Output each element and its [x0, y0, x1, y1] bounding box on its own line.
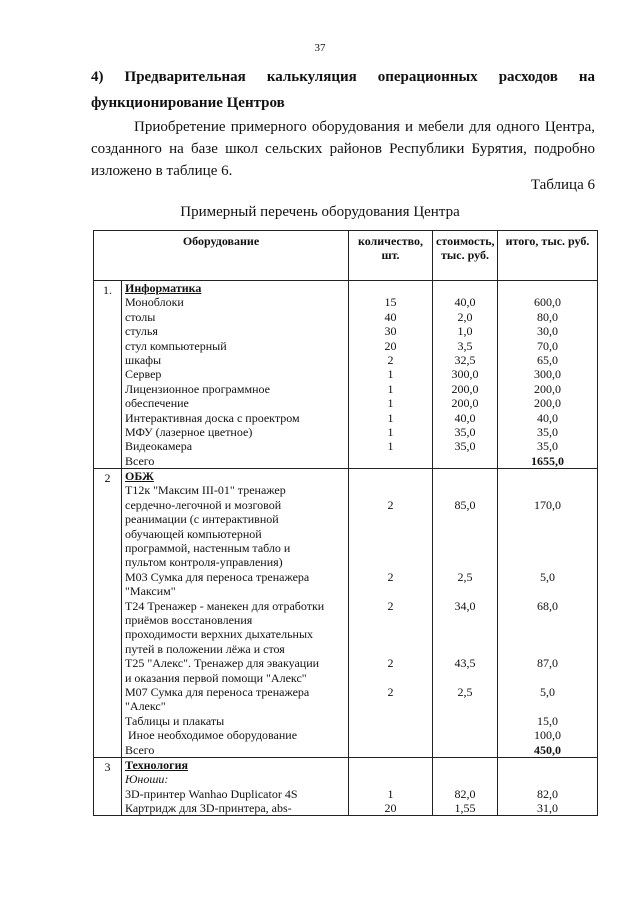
item-qty: 2 [387, 497, 394, 512]
item-total: 200,0 [534, 381, 561, 396]
item-name: Интерактивная доска с проектром [125, 410, 300, 425]
item-name: МФУ (лазерное цветное) [125, 424, 253, 439]
item-total: 450,0 [534, 742, 561, 757]
item-name: "Алекс" [125, 699, 166, 714]
total-cell [498, 469, 598, 758]
qty-spacer [352, 281, 429, 295]
item-price: 43,5 [454, 656, 476, 671]
item-price [436, 642, 494, 656]
item-total: 35,0 [537, 439, 558, 454]
item-total: 30,0 [537, 324, 558, 339]
item-qty: 2 [387, 598, 394, 613]
item-qty: 20 [384, 338, 397, 353]
header-price: стоимость, тыс. руб. [433, 231, 498, 281]
table-row [94, 281, 598, 469]
item-name: обучающей компьютерной [125, 526, 262, 541]
item-qty [352, 541, 429, 555]
item-total: 15,0 [537, 713, 558, 728]
total-spacer [501, 469, 594, 483]
item-price [436, 728, 494, 742]
item-price: 2,5 [457, 569, 473, 584]
item-qty [352, 454, 429, 468]
item-qty [352, 627, 429, 641]
paragraph-line-3: изложено в таблице 6. [91, 163, 233, 179]
item-name: Иное необходимое оборудование [125, 728, 298, 743]
item-qty: 2 [387, 684, 394, 699]
item-price: 2,5 [457, 684, 473, 699]
item-price: 34,0 [454, 598, 476, 613]
section-title: Технология [125, 757, 188, 772]
item-total: 68,0 [537, 598, 558, 613]
item-name: М03 Сумка для переноса тренажера [125, 569, 310, 584]
item-qty: 1 [387, 786, 394, 801]
item-name: Т25 "Алекс". Тренажер для эвакуации [125, 656, 320, 671]
item-qty: 40 [384, 309, 397, 324]
item-qty [352, 584, 429, 598]
item-name: Картридж для 3D-принтера, abs- [125, 801, 292, 816]
item-name: пультом контроля-управления) [125, 555, 283, 570]
item-price [436, 613, 494, 627]
item-total: 100,0 [534, 728, 561, 743]
qty-cell [349, 469, 433, 758]
price-cell [433, 469, 498, 758]
header-total: итого, тыс. руб. [498, 231, 598, 281]
item-price: 1,0 [457, 324, 473, 339]
section-number: 2 [94, 469, 122, 758]
item-total: 70,0 [537, 338, 558, 353]
heading-line-1: 4) Предварительная калькуляция операционных расходов на [91, 69, 595, 85]
section-title: Информатика [125, 281, 202, 295]
item-price: 35,0 [454, 439, 476, 454]
intro-paragraph [91, 116, 595, 182]
item-qty: 20 [384, 801, 397, 816]
item-name: "Максим" [125, 584, 176, 599]
item-price [436, 584, 494, 598]
item-total [501, 699, 594, 713]
item-price: 200,0 [451, 396, 479, 411]
items-cell [122, 469, 349, 758]
item-price [436, 555, 494, 569]
item-qty [352, 613, 429, 627]
price-spacer [436, 469, 494, 483]
item-price [436, 527, 494, 541]
item-qty: 2 [387, 656, 394, 671]
item-name: приёмов восстановления [125, 612, 253, 627]
item-qty [352, 642, 429, 656]
item-name: стул компьютерный [125, 338, 227, 353]
item-name: путей в положении лёжа и стоя [125, 641, 285, 656]
item-total: 5,0 [540, 569, 555, 584]
item-price: 40,0 [454, 295, 476, 310]
item-price: 300,0 [451, 367, 479, 382]
equipment-table [93, 230, 598, 816]
item-total [501, 584, 594, 598]
item-name: Таблицы и плакаты [125, 713, 225, 728]
item-qty [352, 512, 429, 526]
item-total: 82,0 [537, 786, 558, 801]
item-price [436, 671, 494, 685]
price-spacer [436, 758, 494, 772]
item-qty: 1 [387, 381, 394, 396]
item-total: 40,0 [537, 410, 558, 425]
item-qty [352, 483, 429, 497]
item-name: Всего [125, 742, 155, 757]
qty-spacer [352, 758, 429, 772]
item-qty [352, 527, 429, 541]
item-total [501, 642, 594, 656]
item-total [501, 555, 594, 569]
item-price [436, 512, 494, 526]
section-title: ОБЖ [125, 469, 154, 484]
item-total [501, 483, 594, 497]
section-number: 3 [94, 757, 122, 816]
item-price [436, 699, 494, 713]
heading-line-2: функционирование Центров [91, 95, 285, 111]
item-name: Т24 Тренажер - манекен для отработки [125, 598, 325, 613]
item-total [501, 671, 594, 685]
item-total [501, 541, 594, 555]
item-total: 1655,0 [531, 453, 564, 468]
item-name: Всего [125, 453, 155, 468]
item-qty: 15 [384, 295, 397, 310]
item-qty: 1 [387, 424, 394, 439]
item-price: 40,0 [454, 410, 476, 425]
item-price: 85,0 [454, 497, 476, 512]
item-qty: 2 [387, 352, 394, 367]
item-qty [352, 555, 429, 569]
item-name: Лицензионное программное [125, 381, 270, 396]
item-qty [352, 714, 429, 728]
price-spacer [436, 281, 494, 295]
item-name: 3D-принтер Wanhao Duplicator 4S [125, 786, 298, 801]
table-row [94, 469, 598, 758]
item-total [501, 627, 594, 641]
table-row [94, 757, 598, 816]
item-price [436, 714, 494, 728]
item-total: 65,0 [537, 352, 558, 367]
total-spacer [501, 281, 594, 295]
item-total [501, 512, 594, 526]
item-qty [352, 671, 429, 685]
item-name: реанимации (с интерактивной [125, 512, 279, 527]
item-total: 31,0 [537, 801, 558, 816]
item-total: 35,0 [537, 424, 558, 439]
item-price [436, 541, 494, 555]
item-name: обеспечение [125, 396, 189, 411]
item-qty [352, 728, 429, 742]
item-qty [352, 699, 429, 713]
item-qty [352, 743, 429, 757]
item-total [501, 613, 594, 627]
item-total [501, 527, 594, 541]
item-price [436, 483, 494, 497]
item-qty: 1 [387, 410, 394, 425]
item-name: стулья [125, 324, 158, 339]
item-price [436, 454, 494, 468]
item-qty: 30 [384, 324, 397, 339]
header-qty: количество, шт. [349, 231, 433, 281]
items-cell [122, 281, 349, 469]
qty-spacer [352, 469, 429, 483]
item-price: 82,0 [454, 786, 476, 801]
items-cell [122, 757, 349, 816]
item-total: 300,0 [534, 367, 561, 382]
price-cell [433, 757, 498, 816]
item-name: шкафы [125, 352, 162, 367]
total-spacer [501, 758, 594, 772]
item-price: 200,0 [451, 381, 479, 396]
item-name: М07 Сумка для переноса тренажера [125, 684, 310, 699]
item-name: Видеокамера [125, 439, 193, 454]
item-name: Сервер [125, 367, 162, 382]
item-name: и оказания первой помощи "Алекс" [125, 670, 307, 685]
qty-cell [349, 757, 433, 816]
item-name: программой, настенным табло и [125, 541, 291, 556]
item-qty: 2 [387, 569, 394, 584]
section-number: 1. [94, 281, 122, 469]
price-cell [433, 281, 498, 469]
item-price: 1,55 [454, 801, 476, 816]
item-total: 5,0 [540, 684, 555, 699]
total-spacer [501, 772, 594, 786]
item-qty: 1 [387, 396, 394, 411]
item-name: столы [125, 309, 156, 324]
table-title: Примерный перечень оборудования Центра [180, 204, 460, 220]
header-equipment: Оборудование [94, 231, 349, 281]
item-price: 2,0 [457, 309, 473, 324]
section-heading [91, 64, 595, 116]
qty-cell [349, 281, 433, 469]
total-cell [498, 757, 598, 816]
item-price: 3,5 [457, 338, 473, 353]
price-spacer [436, 772, 494, 786]
item-price: 32,5 [454, 352, 476, 367]
paragraph-line-2: созданного на базе школ сельских районов Республики Бурятия, подробно [91, 141, 595, 157]
table-label: Таблица 6 [530, 177, 595, 193]
item-price: 35,0 [454, 424, 476, 439]
item-total: 600,0 [534, 295, 561, 310]
item-name: Моноблоки [125, 295, 184, 310]
qty-spacer [352, 772, 429, 786]
item-total: 87,0 [537, 656, 558, 671]
item-name: Т12к "Максим III-01" тренажер [125, 483, 286, 498]
paragraph-line-1: Приобретение примерного оборудования и мебели для одного Центра, [134, 119, 595, 135]
table-header-row [94, 231, 598, 281]
item-qty: 1 [387, 439, 394, 454]
item-price [436, 627, 494, 641]
item-total: 80,0 [537, 309, 558, 324]
item-name: проходимости верхних дыхательных [125, 627, 314, 642]
item-total: 200,0 [534, 396, 561, 411]
item-total: 170,0 [534, 497, 561, 512]
total-cell [498, 281, 598, 469]
item-qty: 1 [387, 367, 394, 382]
section-subtitle: Юноши: [125, 772, 169, 787]
item-name: сердечно-легочной и мозговой [125, 497, 282, 512]
item-price [436, 743, 494, 757]
page-number: 37 [314, 42, 326, 54]
